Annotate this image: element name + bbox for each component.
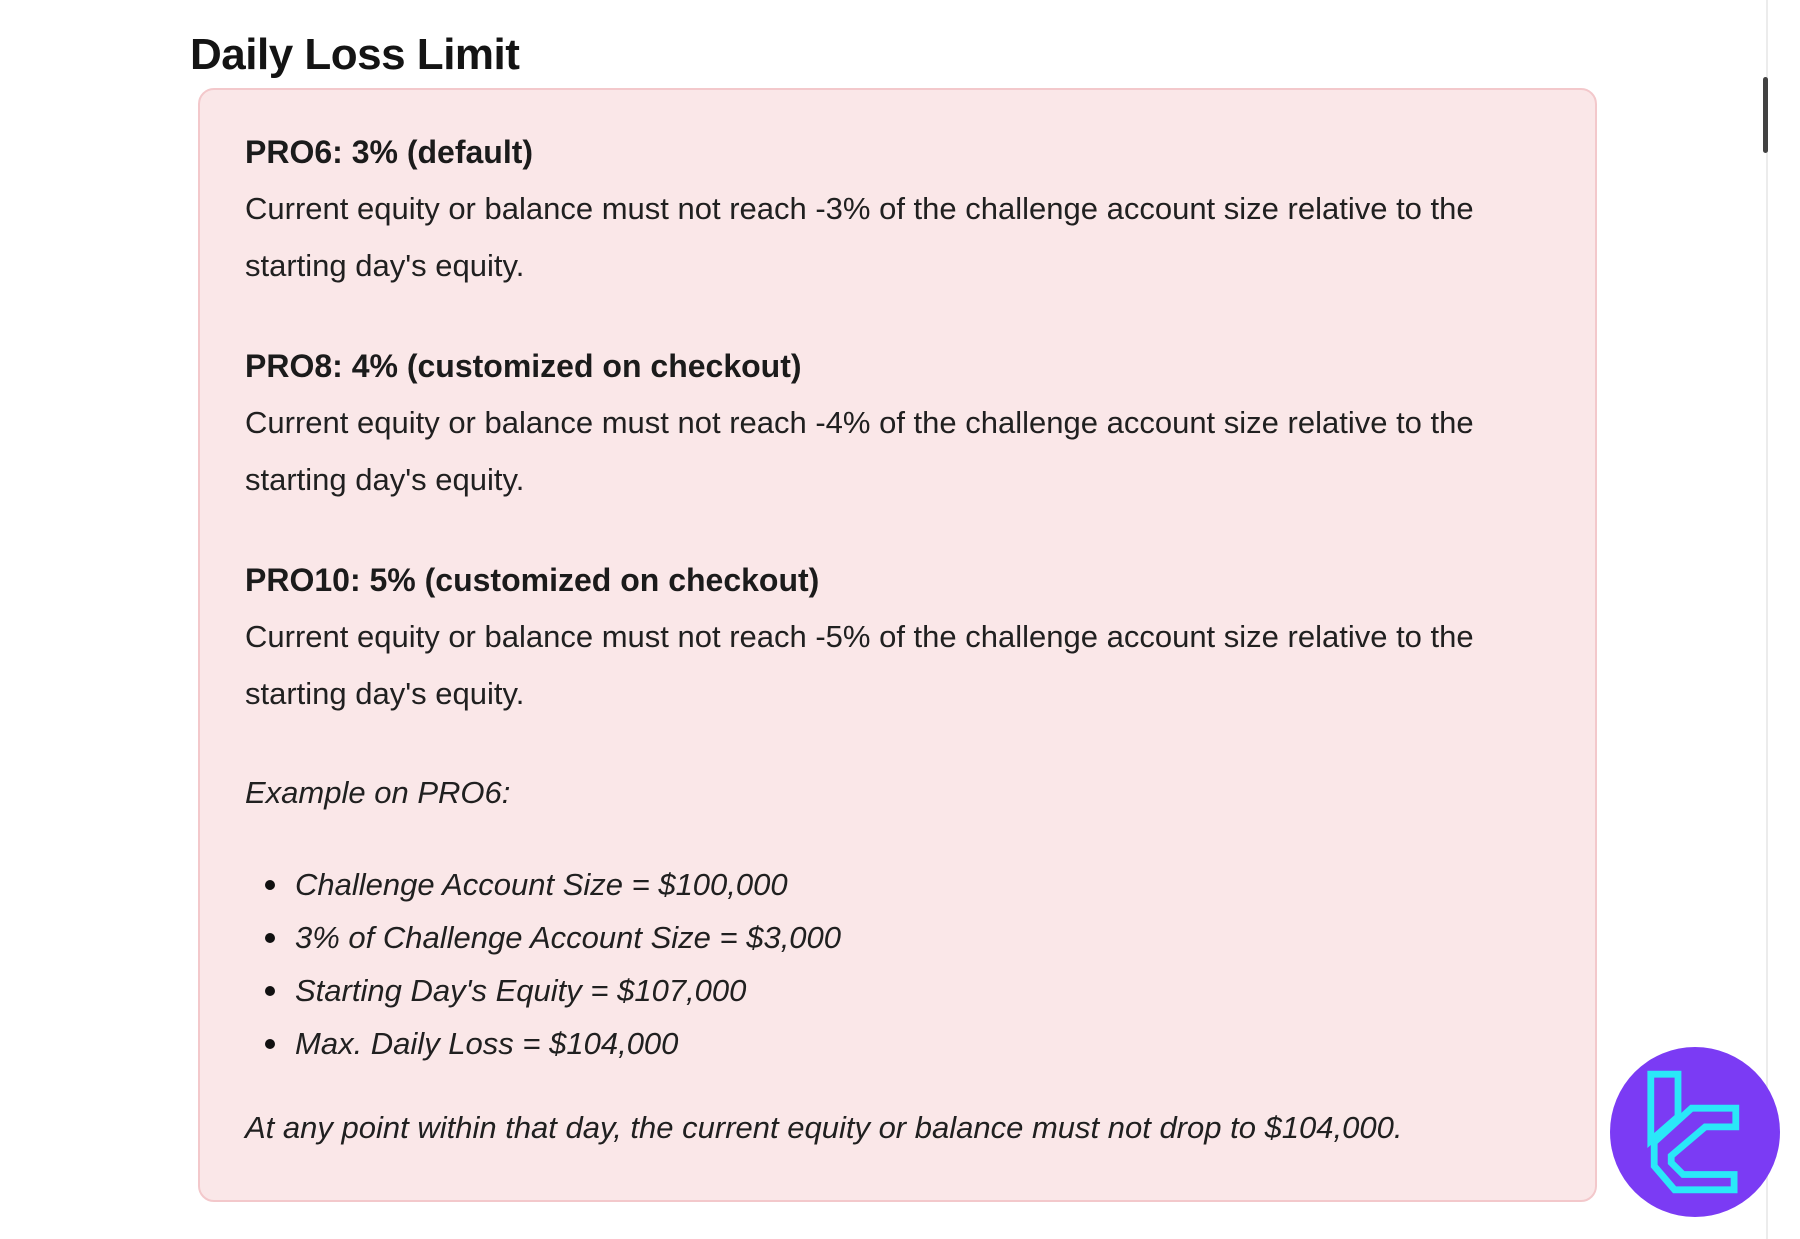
rule-body-pro10: Current equity or balance must not reach -5% of the challenge account size relative to the starting day's equity. — [245, 619, 1474, 711]
list-item: Starting Day's Equity = $107,000 — [245, 964, 1550, 1017]
list-item: Max. Daily Loss = $104,000 — [245, 1017, 1550, 1070]
rule-section-pro10 — [245, 552, 1550, 722]
rule-body-pro6: Current equity or balance must not reach -3% of the challenge account size relative to the starting day's equity. — [245, 191, 1474, 283]
list-item: Challenge Account Size = $100,000 — [245, 858, 1550, 911]
rule-body-pro8: Current equity or balance must not reach -4% of the challenge account size relative to the starting day's equity. — [245, 405, 1474, 497]
rule-section-pro6 — [245, 124, 1550, 294]
example-note: At any point within that day, the current equity or balance must not drop to $104,000. — [245, 1110, 1403, 1145]
list-item: 3% of Challenge Account Size = $3,000 — [245, 911, 1550, 964]
example-list — [245, 858, 1550, 1070]
scrollbar-thumb[interactable] — [1763, 77, 1768, 153]
rule-heading-pro6: PRO6: 3% (default) — [245, 134, 534, 170]
rule-heading-pro8: PRO8: 4% (customized on checkout) — [245, 348, 802, 384]
example-label: Example on PRO6: — [245, 775, 511, 810]
rule-section-pro8 — [245, 338, 1550, 508]
rule-heading-pro10: PRO10: 5% (customized on checkout) — [245, 562, 820, 598]
daily-loss-limit-card — [198, 88, 1597, 1202]
brand-logo-icon — [1610, 1047, 1780, 1217]
page-title: Daily Loss Limit — [190, 30, 520, 80]
